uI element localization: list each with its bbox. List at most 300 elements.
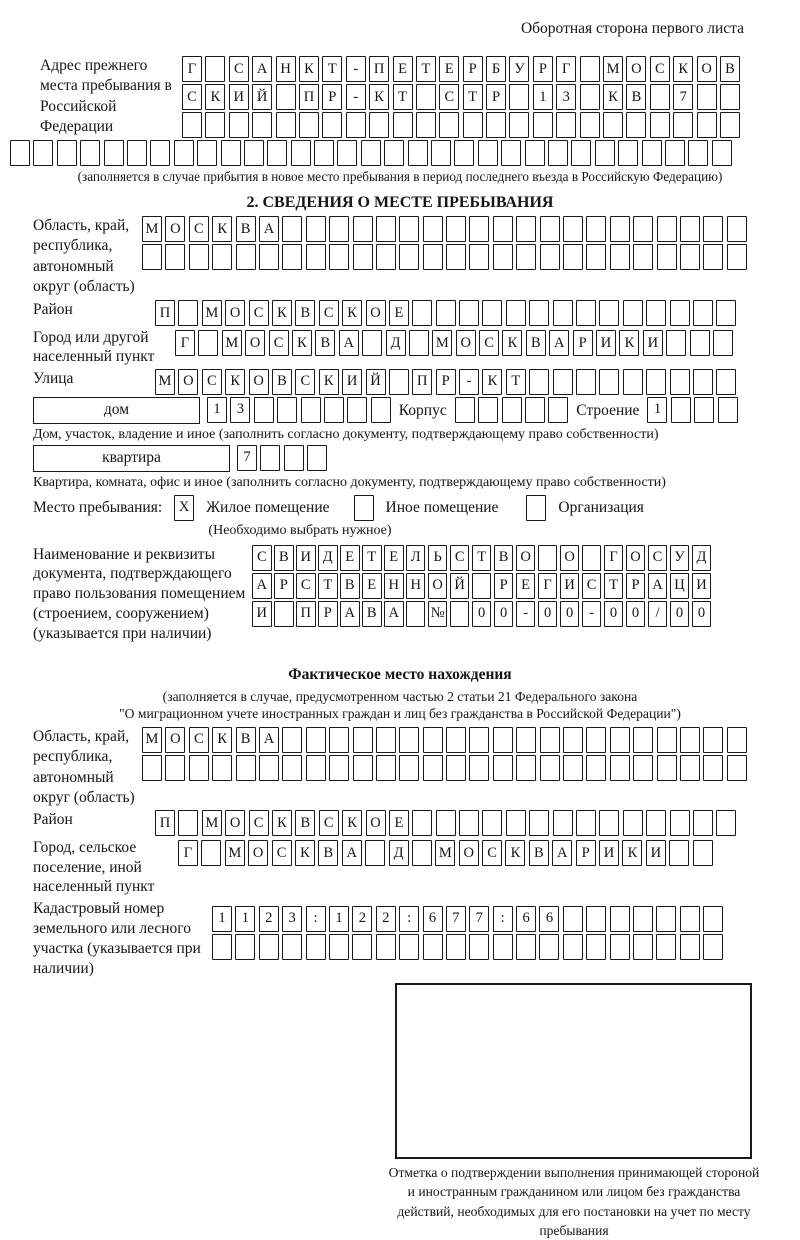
char-box[interactable]: [525, 397, 545, 423]
char-box[interactable]: А: [342, 840, 362, 866]
char-box[interactable]: [703, 216, 723, 242]
char-box[interactable]: [329, 727, 349, 753]
char-box[interactable]: С: [269, 330, 289, 356]
char-box[interactable]: Ь: [428, 545, 448, 571]
char-box[interactable]: В: [315, 330, 335, 356]
char-box[interactable]: [697, 84, 717, 110]
char-box[interactable]: [463, 112, 483, 138]
char-box[interactable]: [642, 140, 662, 166]
char-box[interactable]: [254, 397, 274, 423]
char-box[interactable]: [353, 727, 373, 753]
char-box[interactable]: Р: [533, 56, 553, 82]
char-box[interactable]: К: [603, 84, 623, 110]
char-box[interactable]: [324, 397, 344, 423]
char-box[interactable]: [633, 727, 653, 753]
char-box[interactable]: [259, 755, 279, 781]
char-box[interactable]: [446, 216, 466, 242]
char-box[interactable]: Б: [486, 56, 506, 82]
char-box[interactable]: С: [229, 56, 249, 82]
char-box[interactable]: О: [165, 216, 185, 242]
char-box[interactable]: [516, 244, 536, 270]
char-box[interactable]: В: [720, 56, 740, 82]
char-box[interactable]: [693, 840, 713, 866]
char-box[interactable]: К: [299, 56, 319, 82]
char-box[interactable]: [399, 216, 419, 242]
char-box[interactable]: 0: [692, 601, 712, 627]
char-box[interactable]: [337, 140, 357, 166]
char-box[interactable]: [423, 244, 443, 270]
char-box[interactable]: Й: [252, 84, 272, 110]
char-box[interactable]: Н: [384, 573, 404, 599]
char-box[interactable]: Л: [406, 545, 426, 571]
char-box[interactable]: [314, 140, 334, 166]
char-box[interactable]: К: [212, 216, 232, 242]
char-box[interactable]: [376, 216, 396, 242]
char-box[interactable]: [633, 216, 653, 242]
char-box[interactable]: [446, 934, 466, 960]
char-box[interactable]: Т: [362, 545, 382, 571]
char-box[interactable]: [727, 244, 747, 270]
char-box[interactable]: [727, 727, 747, 753]
char-box[interactable]: С: [202, 369, 222, 395]
char-box[interactable]: 3: [282, 906, 302, 932]
char-box[interactable]: [142, 244, 162, 270]
char-box[interactable]: [553, 369, 573, 395]
char-box[interactable]: [423, 755, 443, 781]
char-box[interactable]: С: [182, 84, 202, 110]
char-box[interactable]: [623, 369, 643, 395]
char-box[interactable]: Д: [318, 545, 338, 571]
char-box[interactable]: Е: [393, 56, 413, 82]
char-box[interactable]: Й: [450, 573, 470, 599]
char-box[interactable]: 3: [556, 84, 576, 110]
char-box[interactable]: [563, 906, 583, 932]
char-box[interactable]: О: [428, 573, 448, 599]
char-box[interactable]: [540, 244, 560, 270]
char-box[interactable]: [142, 755, 162, 781]
char-box[interactable]: О: [225, 810, 245, 836]
char-box[interactable]: [472, 573, 492, 599]
char-box[interactable]: [274, 601, 294, 627]
char-box[interactable]: [384, 140, 404, 166]
char-box[interactable]: И: [643, 330, 663, 356]
char-box[interactable]: Т: [416, 56, 436, 82]
char-box[interactable]: [104, 140, 124, 166]
char-box[interactable]: [259, 934, 279, 960]
char-box[interactable]: [493, 244, 513, 270]
char-box[interactable]: К: [505, 840, 525, 866]
char-box[interactable]: [431, 140, 451, 166]
char-box[interactable]: [671, 397, 691, 423]
char-box[interactable]: №: [428, 601, 448, 627]
char-box[interactable]: [727, 216, 747, 242]
char-box[interactable]: М: [432, 330, 452, 356]
char-box[interactable]: К: [319, 369, 339, 395]
char-box[interactable]: :: [306, 906, 326, 932]
char-box[interactable]: 7: [469, 906, 489, 932]
char-box[interactable]: Й: [366, 369, 386, 395]
char-box[interactable]: [416, 84, 436, 110]
char-box[interactable]: [680, 216, 700, 242]
char-box[interactable]: [329, 216, 349, 242]
char-box[interactable]: А: [252, 573, 272, 599]
char-box[interactable]: 1: [647, 397, 667, 423]
char-box[interactable]: 0: [626, 601, 646, 627]
char-box[interactable]: [301, 397, 321, 423]
char-box[interactable]: 1: [235, 906, 255, 932]
char-box[interactable]: [469, 244, 489, 270]
char-box[interactable]: 1: [207, 397, 227, 423]
char-box[interactable]: [720, 112, 740, 138]
char-box[interactable]: [376, 934, 396, 960]
char-box[interactable]: [657, 244, 677, 270]
char-box[interactable]: [482, 810, 502, 836]
char-box[interactable]: [369, 112, 389, 138]
char-box[interactable]: [306, 727, 326, 753]
char-box[interactable]: [533, 112, 553, 138]
char-box[interactable]: [582, 545, 602, 571]
char-box[interactable]: [580, 56, 600, 82]
char-box[interactable]: [526, 495, 546, 521]
char-box[interactable]: [603, 112, 623, 138]
char-box[interactable]: [353, 216, 373, 242]
char-box[interactable]: С: [648, 545, 668, 571]
char-box[interactable]: X: [174, 495, 194, 521]
char-box[interactable]: [329, 244, 349, 270]
char-box[interactable]: [680, 906, 700, 932]
char-box[interactable]: [509, 112, 529, 138]
char-box[interactable]: Н: [406, 573, 426, 599]
char-box[interactable]: [306, 244, 326, 270]
char-box[interactable]: О: [249, 369, 269, 395]
char-box[interactable]: [506, 300, 526, 326]
char-box[interactable]: Н: [276, 56, 296, 82]
char-box[interactable]: Р: [463, 56, 483, 82]
char-box[interactable]: [409, 330, 429, 356]
char-box[interactable]: [354, 495, 374, 521]
char-box[interactable]: И: [599, 840, 619, 866]
char-box[interactable]: Р: [274, 573, 294, 599]
char-box[interactable]: К: [272, 300, 292, 326]
char-box[interactable]: Д: [389, 840, 409, 866]
char-box[interactable]: [189, 755, 209, 781]
char-box[interactable]: А: [259, 727, 279, 753]
char-box[interactable]: С: [650, 56, 670, 82]
char-box[interactable]: [282, 934, 302, 960]
char-box[interactable]: Р: [436, 369, 456, 395]
char-box[interactable]: И: [342, 369, 362, 395]
char-box[interactable]: С: [582, 573, 602, 599]
char-box[interactable]: :: [493, 906, 513, 932]
char-box[interactable]: В: [494, 545, 514, 571]
char-box[interactable]: [469, 216, 489, 242]
char-box[interactable]: [362, 330, 382, 356]
char-box[interactable]: [299, 112, 319, 138]
char-box[interactable]: [516, 216, 536, 242]
char-box[interactable]: [540, 755, 560, 781]
char-box[interactable]: П: [412, 369, 432, 395]
char-box[interactable]: [553, 810, 573, 836]
char-box[interactable]: [205, 112, 225, 138]
char-box[interactable]: [580, 112, 600, 138]
char-box[interactable]: [493, 755, 513, 781]
char-box[interactable]: [610, 755, 630, 781]
char-box[interactable]: [236, 244, 256, 270]
char-box[interactable]: [633, 244, 653, 270]
char-box[interactable]: [389, 369, 409, 395]
char-box[interactable]: [516, 755, 536, 781]
char-box[interactable]: [478, 397, 498, 423]
char-box[interactable]: [459, 810, 479, 836]
char-box[interactable]: С: [252, 545, 272, 571]
char-box[interactable]: В: [362, 601, 382, 627]
char-box[interactable]: 1: [212, 906, 232, 932]
char-box[interactable]: [650, 84, 670, 110]
char-box[interactable]: [450, 601, 470, 627]
char-box[interactable]: 0: [538, 601, 558, 627]
char-box[interactable]: 6: [539, 906, 559, 932]
char-box[interactable]: [720, 84, 740, 110]
char-box[interactable]: [198, 330, 218, 356]
char-box[interactable]: [282, 244, 302, 270]
char-box[interactable]: Е: [384, 545, 404, 571]
char-box[interactable]: К: [272, 810, 292, 836]
char-box[interactable]: [586, 216, 606, 242]
char-box[interactable]: [284, 445, 304, 471]
char-box[interactable]: [703, 934, 723, 960]
char-box[interactable]: О: [366, 300, 386, 326]
char-box[interactable]: [680, 727, 700, 753]
char-box[interactable]: [221, 140, 241, 166]
char-box[interactable]: [439, 112, 459, 138]
char-box[interactable]: [650, 112, 670, 138]
char-box[interactable]: [307, 445, 327, 471]
char-box[interactable]: Т: [472, 545, 492, 571]
char-box[interactable]: Д: [692, 545, 712, 571]
char-box[interactable]: [412, 840, 432, 866]
char-box[interactable]: [33, 140, 53, 166]
char-box[interactable]: М: [202, 810, 222, 836]
char-box[interactable]: [282, 755, 302, 781]
char-box[interactable]: Е: [362, 573, 382, 599]
char-box[interactable]: Е: [389, 300, 409, 326]
char-box[interactable]: [646, 369, 666, 395]
char-box[interactable]: [346, 112, 366, 138]
char-box[interactable]: Д: [386, 330, 406, 356]
char-box[interactable]: [716, 810, 736, 836]
char-box[interactable]: Г: [556, 56, 576, 82]
char-box[interactable]: [646, 300, 666, 326]
char-box[interactable]: С: [479, 330, 499, 356]
char-box[interactable]: В: [340, 573, 360, 599]
char-box[interactable]: [727, 755, 747, 781]
char-box[interactable]: [189, 244, 209, 270]
char-box[interactable]: [469, 934, 489, 960]
char-box[interactable]: М: [225, 840, 245, 866]
char-box[interactable]: [277, 397, 297, 423]
char-box[interactable]: [673, 112, 693, 138]
char-box[interactable]: [212, 244, 232, 270]
char-box[interactable]: [376, 727, 396, 753]
char-box[interactable]: С: [189, 216, 209, 242]
char-box[interactable]: [693, 369, 713, 395]
char-box[interactable]: М: [155, 369, 175, 395]
char-box[interactable]: Р: [494, 573, 514, 599]
char-box[interactable]: П: [369, 56, 389, 82]
char-box[interactable]: К: [369, 84, 389, 110]
char-box[interactable]: В: [272, 369, 292, 395]
char-box[interactable]: [276, 112, 296, 138]
char-box[interactable]: К: [212, 727, 232, 753]
char-box[interactable]: [563, 244, 583, 270]
char-box[interactable]: У: [509, 56, 529, 82]
char-box[interactable]: [501, 140, 521, 166]
char-box[interactable]: [322, 112, 342, 138]
char-box[interactable]: [548, 397, 568, 423]
char-box[interactable]: К: [342, 810, 362, 836]
char-box[interactable]: М: [603, 56, 623, 82]
char-box[interactable]: [563, 727, 583, 753]
char-box[interactable]: 6: [423, 906, 443, 932]
char-box[interactable]: -: [516, 601, 536, 627]
char-box[interactable]: В: [529, 840, 549, 866]
char-box[interactable]: [680, 244, 700, 270]
char-box[interactable]: [703, 727, 723, 753]
char-box[interactable]: [291, 140, 311, 166]
char-box[interactable]: [446, 755, 466, 781]
char-box[interactable]: [697, 112, 717, 138]
char-box[interactable]: [576, 300, 596, 326]
char-box[interactable]: [669, 840, 689, 866]
char-box[interactable]: 6: [516, 906, 536, 932]
char-box[interactable]: И: [252, 601, 272, 627]
char-box[interactable]: [408, 140, 428, 166]
char-box[interactable]: [586, 906, 606, 932]
char-box[interactable]: М: [142, 216, 162, 242]
char-box[interactable]: С: [439, 84, 459, 110]
char-box[interactable]: Т: [318, 573, 338, 599]
char-box[interactable]: [361, 140, 381, 166]
char-box[interactable]: [703, 244, 723, 270]
char-box[interactable]: У: [670, 545, 690, 571]
char-box[interactable]: М: [202, 300, 222, 326]
char-box[interactable]: [694, 397, 714, 423]
char-box[interactable]: [353, 755, 373, 781]
char-box[interactable]: [716, 300, 736, 326]
char-box[interactable]: А: [339, 330, 359, 356]
char-box[interactable]: 2: [352, 906, 372, 932]
char-box[interactable]: [586, 934, 606, 960]
char-box[interactable]: О: [245, 330, 265, 356]
char-box[interactable]: [201, 840, 221, 866]
char-box[interactable]: [626, 112, 646, 138]
char-box[interactable]: [586, 727, 606, 753]
char-box[interactable]: [576, 810, 596, 836]
char-box[interactable]: [412, 810, 432, 836]
char-box[interactable]: [529, 810, 549, 836]
char-box[interactable]: 2: [259, 906, 279, 932]
char-box[interactable]: [244, 140, 264, 166]
char-box[interactable]: Р: [322, 84, 342, 110]
char-box[interactable]: [205, 56, 225, 82]
char-box[interactable]: [127, 140, 147, 166]
char-box[interactable]: 2: [376, 906, 396, 932]
char-box[interactable]: [197, 140, 217, 166]
char-box[interactable]: С: [319, 300, 339, 326]
char-box[interactable]: [469, 755, 489, 781]
char-box[interactable]: 7: [673, 84, 693, 110]
char-box[interactable]: О: [165, 727, 185, 753]
char-box[interactable]: [571, 140, 591, 166]
char-box[interactable]: [657, 216, 677, 242]
char-box[interactable]: [529, 369, 549, 395]
char-box[interactable]: [563, 755, 583, 781]
char-box[interactable]: [150, 140, 170, 166]
char-box[interactable]: [259, 244, 279, 270]
char-box[interactable]: [446, 727, 466, 753]
char-box[interactable]: В: [318, 840, 338, 866]
char-box[interactable]: /: [648, 601, 668, 627]
char-box[interactable]: [610, 216, 630, 242]
char-box[interactable]: [10, 140, 30, 166]
char-box[interactable]: [586, 244, 606, 270]
char-box[interactable]: [623, 300, 643, 326]
char-box[interactable]: К: [292, 330, 312, 356]
char-box[interactable]: [399, 727, 419, 753]
char-box[interactable]: О: [459, 840, 479, 866]
char-box[interactable]: [80, 140, 100, 166]
char-box[interactable]: [165, 244, 185, 270]
char-box[interactable]: К: [295, 840, 315, 866]
char-box[interactable]: С: [189, 727, 209, 753]
char-box[interactable]: [178, 300, 198, 326]
char-box[interactable]: [493, 727, 513, 753]
char-box[interactable]: Г: [538, 573, 558, 599]
char-box[interactable]: [423, 727, 443, 753]
char-box[interactable]: [688, 140, 708, 166]
char-box[interactable]: 0: [670, 601, 690, 627]
char-box[interactable]: [576, 369, 596, 395]
char-box[interactable]: [235, 934, 255, 960]
char-box[interactable]: [371, 397, 391, 423]
char-box[interactable]: А: [648, 573, 668, 599]
char-box[interactable]: [376, 244, 396, 270]
char-box[interactable]: А: [340, 601, 360, 627]
char-box[interactable]: -: [459, 369, 479, 395]
char-box[interactable]: [260, 445, 280, 471]
char-box[interactable]: [506, 810, 526, 836]
char-box[interactable]: [540, 727, 560, 753]
char-box[interactable]: [267, 140, 287, 166]
char-box[interactable]: Р: [576, 840, 596, 866]
char-box[interactable]: [352, 934, 372, 960]
char-box[interactable]: И: [229, 84, 249, 110]
char-box[interactable]: [599, 300, 619, 326]
char-box[interactable]: [436, 810, 456, 836]
char-box[interactable]: С: [319, 810, 339, 836]
char-box[interactable]: В: [526, 330, 546, 356]
char-box[interactable]: К: [622, 840, 642, 866]
char-box[interactable]: [399, 755, 419, 781]
char-box[interactable]: [212, 934, 232, 960]
char-box[interactable]: [399, 244, 419, 270]
char-box[interactable]: [306, 755, 326, 781]
char-box[interactable]: [563, 934, 583, 960]
char-box[interactable]: [580, 84, 600, 110]
char-box[interactable]: [610, 906, 630, 932]
char-box[interactable]: [618, 140, 638, 166]
char-box[interactable]: [656, 934, 676, 960]
